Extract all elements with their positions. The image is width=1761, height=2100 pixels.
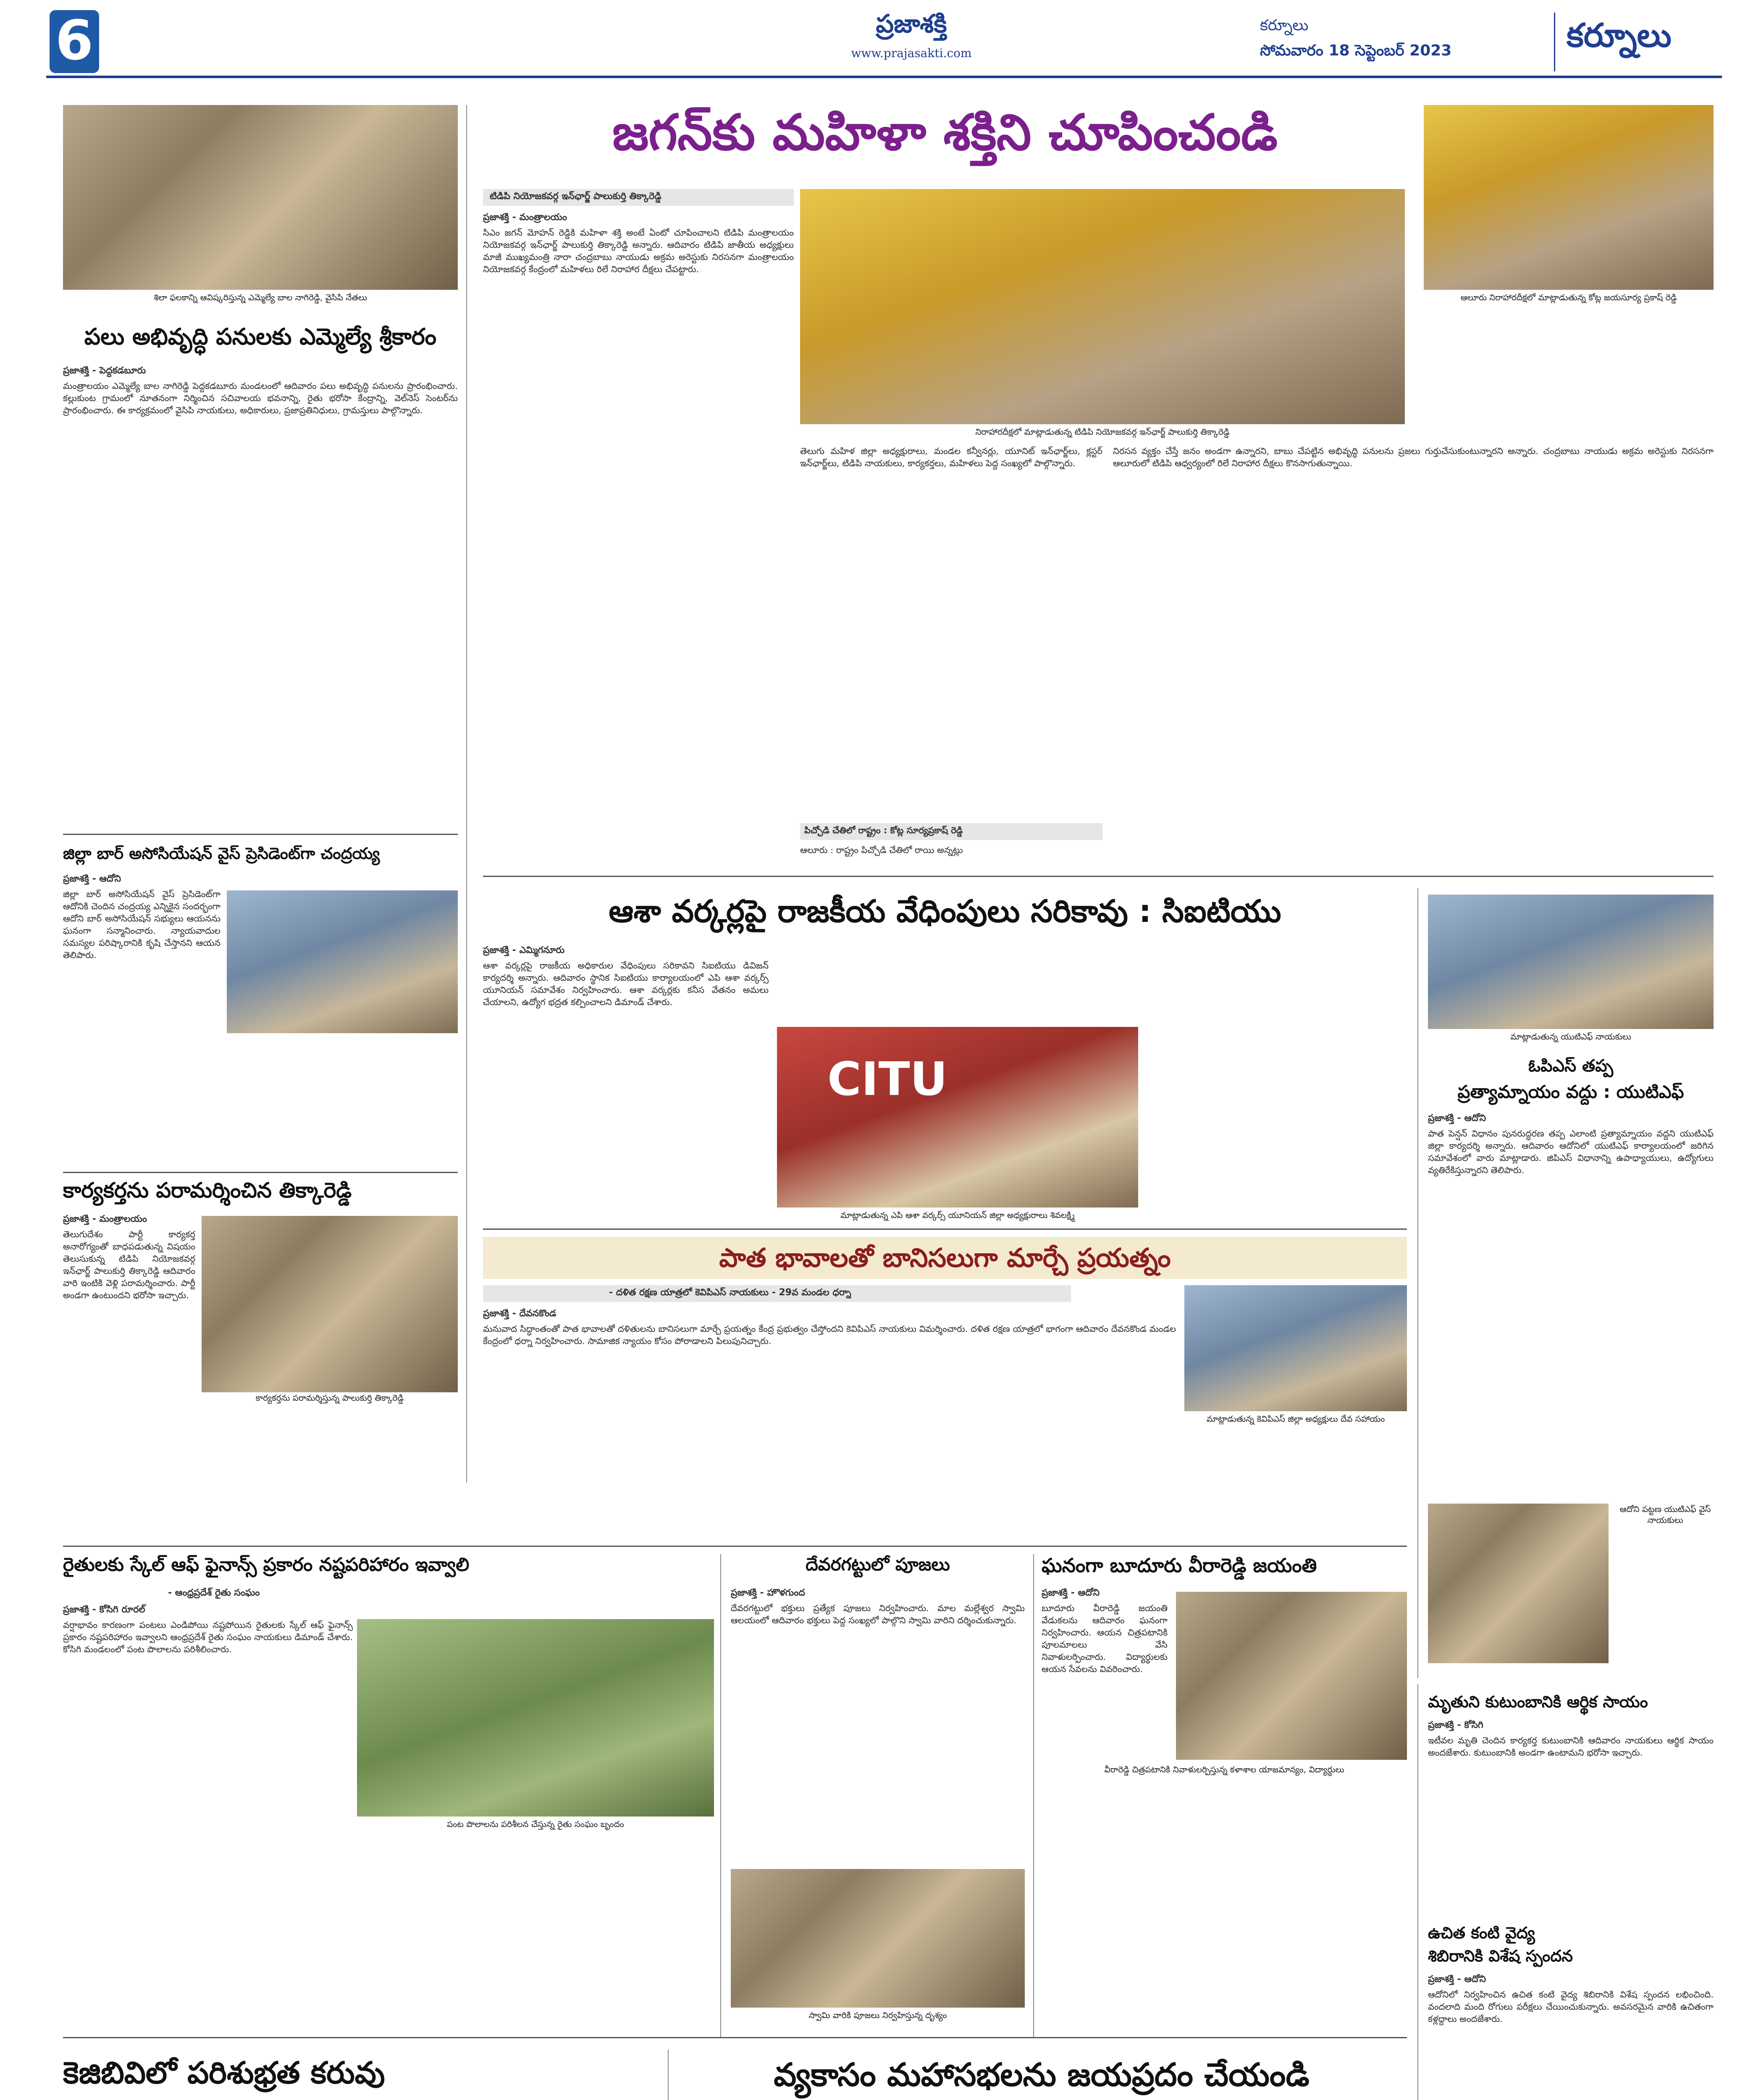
farmers-photo-caption: పంట పొలాలను పరిశీలన చేస్తున్న రైతు సంఘం బృందం	[447, 1819, 624, 1829]
lead-author: పిచ్చోడి చేతిలో రాష్ట్రం : కోట్ల సూర్యప్రకాష్ రెడ్డి	[804, 825, 963, 835]
mla-headline: పలు అభివృద్ధి పనులకు ఎమ్మెల్యే శ్రీకారం	[84, 323, 437, 350]
edition-date: సోమవారం 18 సెప్టెంబర్ 2023	[1260, 42, 1452, 59]
asha-body: ఆశా వర్కర్లపై రాజకీయ అధికారుల వేధింపులు సరికావని సిఐటియు డివిజన్ కార్యదర్శి అన్నారు. ఆదివారం స్థానిక సిఐటియు కార్యాలయంలో ఎపి ఆశా వర్కర్స్ యూనియన్ సమావేశం నిర్వహించారు. ఆశా వర్కర్లకు కనీస వేతనం అమలు చేయాలని, ఉద్యోగ భద్రత కల్పించాలని డిమాండ్ చేశారు.	[483, 961, 769, 1007]
lead-dateline: ప్రజాశక్తి - మంత్రాలయం	[483, 212, 567, 223]
masthead-rule	[46, 76, 1722, 78]
farmers-photo	[357, 1619, 714, 1816]
tikka-photo-caption: కార్యకర్తను పరామర్శిస్తున్న పాలుకుర్తి తిక్కారెడ్డి	[255, 1393, 404, 1403]
utf-body: పాత పెన్షన్ విధానం పునరుద్ధరణ తప్ప ఎలాంటి ప్రత్యామ్నాయం వద్దని యుటిఎఫ్ జిల్లా కార్యదర్శి అన్నారు. ఆదివారం ఆదోనిలో యుటిఎఫ్ కార్యాలయంలో జరిగిన సమావేశంలో వారు మాట్లాడారు. జిపిఎస్ విధానాన్ని ఉపాధ్యాయులు, ఉద్యోగులు వ్యతిరేకిస్తున్నారని తెలిపారు.	[1428, 1129, 1714, 1175]
mla-dateline: ప్రజాశక్తి - పెద్దకడబూరు	[63, 365, 146, 376]
tikka-headline: కార్యకర్తను పరామర్శించిన తిక్కారెడ్డి	[63, 1178, 352, 1202]
side-portrait	[1428, 1504, 1609, 1663]
lead-body: సిఎం జగన్ మోహన్ రెడ్డికి మహిళా శక్తి అంటే ఏంటో చూపించాలని టిడిపి మంత్రాలయం నియోజకవర్గ ఇన్‌ఛార్జ్ పాలుకుర్తి తిక్కారెడ్డి అన్నారు. ఆదివారం టిడిపి జాతీయ అధ్యక్షులు మాజీ ముఖ్యమంత్రి నారా చంద్రబాబు నాయుడు అక్రమ అరెస్టుకు నిరసనగా మంత్రాలయం నియోజకవర్గ కేంద్రంలో మహిళలు రిలే నిరాహార దీక్షలు చేపట్టారు.	[483, 228, 794, 274]
bar-photo	[227, 890, 458, 1033]
temple-photo-caption: స్వామి వారికి పూజలు నిర్వహిస్తున్న దృశ్యం	[808, 2010, 947, 2020]
lead-author-box	[800, 823, 1102, 840]
kvps-photo	[1184, 1285, 1407, 1411]
citu-banner: CITU	[827, 1052, 948, 1106]
kvps-headline: పాత భావాలతో బానిసలుగా మార్చే ప్రయత్నం	[719, 1242, 1171, 1273]
lead-kicker: టిడిపి నియోజకవర్గ ఇన్‌ఛార్జ్ పాలుకుర్తి తిక్కారెడ్డి	[490, 191, 661, 202]
column-rule	[1417, 1684, 1418, 2100]
eye-headline-2: శిబిరానికి విశేష స్పందన	[1428, 1947, 1573, 1965]
utf-photo	[1428, 895, 1714, 1029]
aluru-photo-caption: ఆలూరు నిరాహారదీక్షలో మాట్లాడుతున్న కోట్ల జయసూర్య ప్రకాష్ రెడ్డి	[1460, 292, 1677, 302]
farmers-headline: రైతులకు స్కేల్ ఆఫ్ ఫైనాన్స్ ప్రకారం నష్టపరిహారం ఇవ్వాలి	[63, 1554, 470, 1575]
lead-photo-caption: నిరాహారదీక్షలో మాట్లాడుతున్న టిడిపి నియోజకవర్గ ఇన్‌ఛార్జ్ పాలుకుర్తి తిక్కారెడ్డి	[975, 427, 1230, 437]
asha-headline: ఆశా వర్కర్లపై రాజకీయ వేధింపులు సరికావు : సిఐటియు	[609, 893, 1281, 929]
utf-headline-2: ప్రత్యామ్నాయం వద్దు : యుటిఎఫ్	[1457, 1082, 1684, 1102]
farmers-body: వర్షాభావం కారణంగా పంటలు ఎండిపోయి నష్టపోయిన రైతులకు స్కేల్ ఆఫ్ ఫైనాన్స్ ప్రకారం నష్టపరిహారం ఇవ్వాలని ఆంధ్రప్రదేశ్ రైతు సంఘం నాయకులు డిమాండ్ చేశారు. కోసిగి మండలంలో పంట పొలాలను పరిశీలించారు.	[63, 1620, 353, 1654]
column-rule	[668, 2050, 669, 2100]
kvps-body: మనువాద సిద్ధాంతంతో పాత భావాలతో దళితులను బానిసలుగా మార్చే ప్రయత్నం కేంద్ర ప్రభుత్వం చేస్తోందని కెవిపిఎస్ నాయకులు విమర్శించారు. దళిత రక్షణ యాత్రలో భాగంగా ఆదివారం దేవనకొండ మండల కేంద్రంలో ధర్నా నిర్వహించారు. సామాజిక న్యాయం కోసం పోరాడాలని పిలుపునిచ్చారు.	[483, 1324, 1176, 1346]
utf-photo-caption: మాట్లాడుతున్న యుటిఎఫ్ నాయకులు	[1510, 1032, 1631, 1042]
eye-body: ఆదోనిలో నిర్వహించిన ఉచిత కంటి వైద్య శిబిరానికి విశేష స్పందన లభించింది. వందలాది మంది రోగులు పరీక్షలు చేయించుకున్నారు. అవసరమైన వారికి ఉచితంగా కళ్లద్దాలు అందజేశారు.	[1428, 1990, 1714, 2024]
divider	[63, 2037, 1407, 2038]
lead-right-body: నిరసన వ్యక్తం చేస్తే జనం అండగా ఉన్నారని, బాబు చేపట్టిన అభివృద్ధి పనులను ప్రజలు గుర్తుచేసుకుంటున్నారని అన్నారు. చంద్రబాబు నాయుడు అక్రమ అరెస్టుకు నిరసనగా ఆలూరులో టిడిపి ఆధ్వర్యంలో రిలే నిరాహార దీక్షలు కొనసాగుతున్నాయి.	[1113, 446, 1714, 468]
website: www.prajasakti.com	[851, 46, 972, 60]
divider	[63, 1546, 1407, 1547]
temple-headline: దేవరగట్టులో పూజలు	[806, 1554, 950, 1575]
divider	[483, 876, 1714, 877]
temple-dateline: ప్రజాశక్తి - హొళగుంద	[731, 1588, 805, 1598]
divider	[63, 1172, 458, 1173]
asha-body-2	[1147, 960, 1407, 1224]
death-dateline: ప్రజాశక్తి - కోసిగి	[1428, 1720, 1483, 1730]
column-rule	[1417, 888, 1418, 1678]
veera-dateline: ప్రజాశక్తి - ఆదోని	[1042, 1588, 1100, 1598]
aluru-photo	[1424, 105, 1714, 290]
farmers-dateline: ప్రజాశక్తి - కోసిగి రూరల్	[63, 1604, 145, 1615]
asha-photo	[777, 1027, 1138, 1208]
utf-headline-1: ఓపిఎస్ తప్ప	[1528, 1056, 1614, 1076]
eye-headline-1: ఉచిత కంటి వైద్య	[1428, 1924, 1535, 1942]
veera-photo	[1176, 1592, 1407, 1760]
mla-body: మంత్రాలయం ఎమ్మెల్యే బాల నాగిరెడ్డి పెద్దకడబూరు మండలంలో ఆదివారం పలు అభివృద్ధి పనులను ప్రారంభించారు. కల్లుకుంట గ్రామంలో నూతనంగా నిర్మించిన సచివాలయ భవనాన్ని, రైతు భరోసా కేంద్రాన్ని, వెల్‌నెస్ సెంటర్‌ను ప్రారంభించారు. ఈ కార్యక్రమంలో వైసిపి నాయకులు, అధికారులు, ప్రజాప్రతినిధులు, గ్రామస్తులు పాల్గొన్నారు.	[63, 381, 458, 415]
death-headline: మృతుని కుటుంబానికి ఆర్థిక సాయం	[1428, 1693, 1648, 1711]
column-rule	[720, 1554, 721, 2037]
kgbv-headline: కెజిబివిలో పరిశుభ్రత కరువు	[63, 2055, 385, 2090]
kvps-kicker-box	[483, 1285, 1071, 1302]
asha-dateline: ప్రజాశక్తి - ఎమ్మిగనూరు	[483, 945, 565, 956]
kvps-photo-caption: మాట్లాడుతున్న కెవిపిఎస్ జిల్లా అధ్యక్షులు దేవ సహాయం	[1206, 1414, 1385, 1424]
temple-photo	[731, 1869, 1025, 2008]
mla-photo	[63, 105, 458, 290]
bar-dateline: ప్రజాశక్తి - ఆదోని	[63, 874, 121, 884]
bar-body: జిల్లా బార్ అసోసియేషన్ వైస్ ప్రెసిడెంట్‌గా ఆదోనికి చెందిన చంద్రయ్య ఎన్నికైన సందర్భంగా ఆదోని బార్ అసోసియేషన్ సభ్యులు ఆయనను ఘనంగా సన్మానించారు. న్యాయవాదుల సమస్యల పరిష్కారానికి కృషి చేస్తానని ఆయన తెలిపారు.	[63, 889, 220, 960]
temple-body: దేవరగట్టులో భక్తులు ప్రత్యేక పూజలు నిర్వహించారు. మాల మల్లేశ్వర స్వామి ఆలయంలో ఆదివారం భక్తులు పెద్ద సంఖ్యలో పాల్గొని స్వామి వారిని దర్శించుకున్నారు.	[731, 1603, 1025, 1625]
eye-dateline: ప్రజాశక్తి - ఆదోని	[1428, 1974, 1486, 1984]
kvps-headline-box	[483, 1237, 1407, 1279]
death-body: ఇటీవల మృతి చెందిన కార్యకర్త కుటుంబానికి ఆదివారం నాయకులు ఆర్థిక సాయం అందజేశారు. కుటుంబానికి అండగా ఉంటామని భరోసా ఇచ్చారు.	[1428, 1735, 1714, 1758]
side-portrait-caption: ఆదోని పట్టణ యుటిఎఫ్ వైస్ నాయకులు	[1619, 1504, 1711, 1525]
tikka-dateline: ప్రజాశక్తి - మంత్రాలయం	[63, 1214, 147, 1224]
divider	[63, 834, 458, 835]
divider	[483, 1228, 1407, 1230]
paper-name: ప్రజాశక్తి	[876, 9, 947, 39]
bkmu-headline: వ్యకాసం మహాసభలను జయప్రదం చేయండి	[774, 2056, 1310, 2093]
masthead	[0, 0, 1761, 80]
kvps-kicker: - దళిత రక్షణ యాత్రలో కెవిపిఎస్ నాయకులు - 29వ మండల ధర్నా	[609, 1287, 851, 1298]
asha-photo-caption: మాట్లాడుతున్న ఎపి ఆశా వర్కర్స్ యూనియన్ జిల్లా అధ్యక్షురాలు శివలక్ష్మి	[840, 1210, 1075, 1220]
page-number-badge	[50, 10, 99, 73]
tikka-photo	[202, 1216, 458, 1392]
masthead-divider	[1554, 13, 1555, 71]
farmers-kicker: - ఆంధ్రప్రదేశ్ రైతు సంఘం	[168, 1588, 260, 1598]
lead-photo	[800, 189, 1405, 424]
tikka-body: తెలుగుదేశం పార్టీ కార్యకర్త అనారోగ్యంతో బాధపడుతున్న విషయం తెలుసుకున్న టిడిపి నియోజకవర్గ ఇన్‌ఛార్జ్ పాలుకుర్తి తిక్కారెడ్డి ఆదివారం వారి ఇంటికి వెళ్లి పరామర్శించారు. పార్టీ అండగా ఉంటుందని భరోసా ఇచ్చారు.	[63, 1229, 195, 1300]
kvps-dateline: ప్రజాశక్తి - దేవనకొండ	[483, 1308, 556, 1319]
section-title: కర్నూలు	[1567, 17, 1672, 55]
lead-body-2: తెలుగు మహిళ జిల్లా అధ్యక్షురాలు, మండల కన్వీనర్లు, యూనిట్ ఇన్‌ఛార్జ్‌లు, క్లస్టర్ ఇన్‌ఛార్జ్‌లు, టిడిపి నాయకులు, కార్యకర్తలు, మహిళలు పెద్ద సంఖ్యలో పాల్గొన్నారు.	[800, 446, 1102, 468]
mla-photo-caption: శిలా ఫలకాన్ని ఆవిష్కరిస్తున్న ఎమ్మెల్యే బాల నాగిరెడ్డి, వైసిపి నేతలు	[154, 292, 367, 302]
column-rule	[1033, 1554, 1034, 2037]
edition-city: కర్నూలు	[1260, 17, 1309, 34]
veera-headline: ఘనంగా బూదూరు వీరారెడ్డి జయంతి	[1042, 1554, 1317, 1577]
lead-kicker-box	[483, 189, 794, 206]
veera-body: బూదూరు వీరారెడ్డి జయంతి వేడుకలను ఆదివారం ఘనంగా నిర్వహించారు. ఆయన చిత్రపటానికి పూలమాలలు వేసి నివాళులర్పించారు. విద్యార్థులకు ఆయన సేవలను వివరించారు.	[1042, 1603, 1168, 1674]
veera-body-2	[1042, 1781, 1407, 2029]
lead-headline: జగన్‌కు మహిళా శక్తిని చూపించండి	[612, 103, 1278, 161]
farmers-body-2	[357, 1835, 714, 2029]
lead-sign-off: ఆలూరు : రాష్ట్రం పిచ్చోడి చేతిలో రాయి అన్నట్లు	[800, 845, 963, 855]
veera-photo-caption: వీరారెడ్డి చిత్రపటానికి నివాళులర్పిస్తున్న కళాశాల యాజమాన్యం, విద్యార్థులు	[1104, 1764, 1344, 1774]
column-rule	[466, 105, 467, 1483]
utf-dateline: ప్రజాశక్తి - ఆదోని	[1428, 1113, 1486, 1124]
page-number: 6	[55, 8, 94, 72]
bar-headline: జిల్లా బార్ అసోసియేషన్ వైస్ ప్రెసిడెంట్‌గా చంద్రయ్య	[63, 844, 380, 863]
